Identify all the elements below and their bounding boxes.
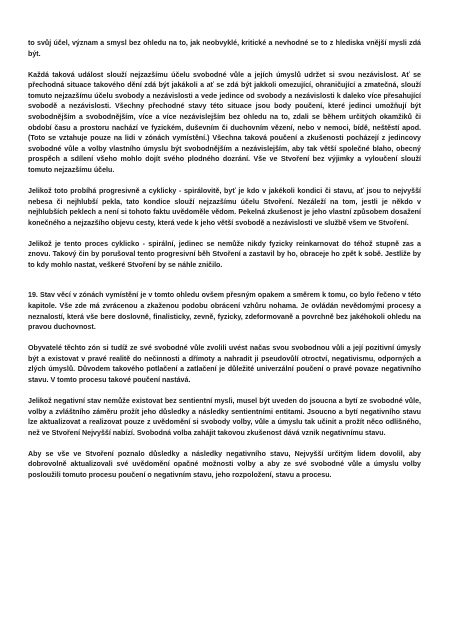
paragraph: Jelikož je tento proces cyklicko - spirální, jedinec se nemůže nikdy fyzicky reinkarnovat do téhož stupně zas a znovu. Takový čin by porušoval tento progresivní běh Stvoření a zastavil by ho, obraceje ho zpět k sobě. Jestliže by to kdy mohlo nastat, veškeré Stvoření by se náhle zničilo. xyxy=(28,239,421,269)
paragraph: Každá taková událost slouží nejzazšímu účelu svobodné vůle a jejích úmyslů udržet si svou nezávislost. Ať se přechodná situace takového dění zdá být jakákoli a ať se zdá být jakkoli omezující, ohraničující a zmatečná, slouží tomuto nejzazšímu účelu svobody a nezávislosti a vede jedince od svobody a nezávislosti k daleko více přesahující svobodě a nezávislosti. Všechny přechodné stavy této situace jsou body poučení, které jedinci umožňují být svobodnějším a svobodnějším, více a více nezávislejším bez ohledu na to, zdali se během určitých okamžiků či období času a prostoru nachází ve fyzickém, duševním či duchovním vězení, nebo v nemoci, bídě, neštěstí apod. (Toto se vztahuje pouze na lidi v zónách vymístění.) Všechna taková poučení a zkušenosti pocházejí z jedincovy svobodné vůle a volby vlastního úmyslu být svobodnějším a nezávislejším, aby tak větší společné blaho, obecný prospěch a sdílení všeho mohlo dojít svého plodného dozrání. Vše ve Stvoření bez výjimky a vyloučení slouží tomuto nejzazšímu účelu. xyxy=(28,70,421,174)
paragraph: to svůj účel, význam a smysl bez ohledu na to, jak neobvyklé, kritické a nevhodné se to z hlediska vnější mysli zdá být. xyxy=(28,39,421,58)
paragraph: Jelikož negativní stav nemůže existovat bez sentientní mysli, musel být uveden do jsoucna a bytí ze svobodné vůle, volby a zvláštního záměru prožít jeho důsledky a následky sentientními entitami. Jsoucno a bytí negativního stavu lze aktualizovat a realizovat pouze z uvědomění si svobody volby, vůle a úmyslu tak učinit a prožít něco odlišného, než ve Stvoření Nejvyšší nabízí. Svobodná volba zahájit takovou zkušenost dává vznik negativnímu stavu. xyxy=(28,396,421,437)
paragraph: Jelikož toto probíhá progresivně a cyklicky - spirálovitě, byť je kdo v jakékoli kondici či stavu, ať jsou to nejvyšší nebesa či nejhlubší pekla, tato kondice slouží nejzazšímu účelu Stvoření. Nezáleží na tom, jestli je někdo v nejhlubších peklech a není si tohoto faktu uvědoměle vědom. Pekelná zkušenost je jeho vlastní způsobem dosažení konečného a nejzazšího objevu cesty, která vede k jeho větší svobodě a nezávislosti ve službě všem ve Stvoření. xyxy=(28,186,421,227)
paragraph: Obyvatelé těchto zón si tudíž ze své svobodné vůle zvolili uvést načas svou svobodnou vůli a její pozitivní úmysly být a existovat v pravé realitě do nečinnosti a dřímoty a nahradit ji pseudovůlí otroctví, negativismu, odporných a zlých úmyslů. Důvodem takového potlačení a zatlačení je důležité univerzální poučení o pravé povaze negativního stavu. V tomto procesu takové poučení nastává. xyxy=(28,344,421,384)
paragraph: Aby se vše ve Stvoření poznalo důsledky a následky negativního stavu, Nejvyšší určitým lidem dovolil, aby dobrovolně aktualizovali své uvědomění opačné možnosti volby a aby ze své svobodné vůle a úmyslu volby posloužili tomuto procesu poučení o negativním stavu, jeho rozpoložení, stavu a procesu. xyxy=(28,449,421,479)
document-page xyxy=(28,38,421,491)
paragraph: 19. Stav věcí v zónách vymístění je v tomto ohledu ovšem přesným opakem a směrem k tomu, co bylo řečeno v této kapitole. Vše zde má zvrácenou a zkaženou podobu obrácení vzhůru nohama. Je ovládán nevědomými procesy a neznalostí, která vše bere doslovně, finalisticky, zevně, fyzicky, zdeformovaně a povrchně bez jakéhokoli ohledu na pravou duchovnost. xyxy=(28,291,421,332)
